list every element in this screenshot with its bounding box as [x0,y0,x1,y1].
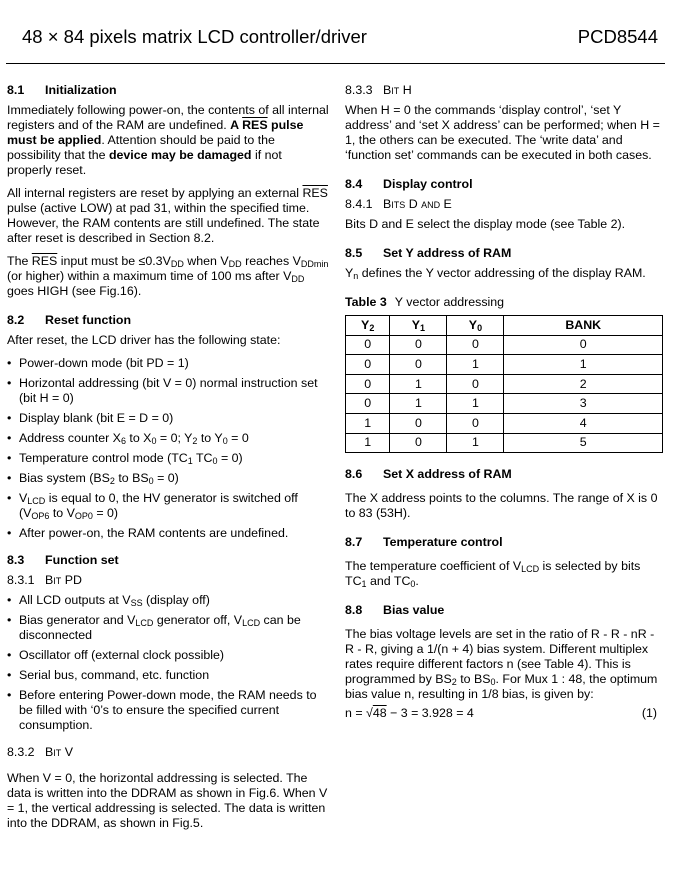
equation-number: (1) [641,706,657,721]
list-item: • Bias system ($BS_2$ to $BS_0 = 0$) [7,471,329,486]
table-row: 0 0 1 1 [346,355,663,375]
column-header: $Y_0$ [447,316,504,336]
list-item: • Oscillator off (external clock possible) [7,648,329,663]
list-item: • After power-on, the RAM contents are undefined. [7,526,329,541]
reset-state-list [7,356,329,541]
column-header: BANK [504,316,663,336]
equation-1: n = √48 − 3 = 3.928 = 4 (1) [345,706,657,721]
paragraph: When H = 0 the commands ‘display control’, ‘set Y address’ and ‘set X address’ can be performed; when H = 1, the others can be executed. The ‘write data’ and ‘function set’ commands can be executed in both cases. [345,103,660,162]
table-row: 1 0 0 4 [346,413,663,433]
power-down-list [7,593,329,733]
section-heading-8-4: 8.4 Display control [345,177,473,191]
subsection-heading-8-3-2: 8.3.2 Bit V [7,745,73,759]
paragraph: When V = 0, the horizontal addressing is selected. The data is written into the DDRAM as shown in Fig.6. When V = 1, the vertical addressing is selected. The data is written into the DDRAM, as shown in Fig.5. [7,771,328,830]
paragraph: The temperature coefficient of $V_{LCD}$ is selected by bits $TC_1$ and $TC_0$. [345,559,641,590]
section-heading-8-8: 8.8 Bias value [345,603,445,618]
paragraph: The X address points to the columns. The range of X is 0 to 83 (53H). [345,491,658,521]
list-item: • Horizontal addressing (bit V = 0) normal instruction set (bit H = 0) [7,376,329,406]
right-column [345,83,663,724]
paragraph: All internal registers are reset by applying an external $\overline{RES}$ pulse (active LOW) at pad 31, within the specified time. However, the RAM contents are still undefined. The state after reset is described in Section 8.2. [7,186,328,245]
list-item: • Before entering Power-down mode, the RAM needs to be filled with ‘0’s to ensure the specified current consumption. [7,688,329,733]
paragraph: Immediately following power-on, the contents of all internal registers and of the RAM are undefined. A $\overline{RES}$ pulse must be applied. Attention should be paid to the possibility that the device may be damaged if not properly reset. [7,103,329,177]
list-item: • Power-down mode (bit PD = 1) [7,356,329,371]
part-number: PCD8544 [577,26,658,47]
list-item: • Display blank (bit E = D = 0) [7,411,329,426]
list-item: • Temperature control mode ($TC_1$ $TC_0 = 0$) [7,451,329,466]
left-column [7,83,329,839]
section-heading-8-5: 8.5 Set Y address of RAM [345,246,512,260]
page-header [6,24,665,64]
document-title: 48 × 84 pixels matrix LCD controller/driver [22,26,367,47]
paragraph: The $\overline{RES}$ input must be $\le 0.3V_{DD}$ when $V_{DD}$ reaches $V_{DDmin}$ (or higher) within a maximum time of 100 ms after $V_{DD}$ goes HIGH (see Fig.16). [7,254,329,298]
table-row: 0 1 1 3 [346,394,663,414]
column-header: $Y_1$ [390,316,447,336]
subsection-heading-8-4-1: 8.4.1 Bits D and E [345,197,452,211]
y-vector-table [345,315,663,453]
paragraph: $Y_n$ defines the Y vector addressing of the display RAM. [345,266,646,281]
table-caption: Table 3 Y vector addressing [345,295,505,309]
subsection-heading-8-3-1: 8.3.1 Bit PD [7,573,82,587]
section-heading-8-6: 8.6 Set X address of RAM [345,467,512,482]
paragraph: The bias voltage levels are set in the ratio of R - R - nR - R - R, giving a 1/(n + 4) bias system. Different multiplex rates require different factors n (see Table 4). This is programmed by $BS_2$ to $BS_0$. For Mux 1 : 48, the optimum bias value n, resulting in 1/8 bias, is given by: [345,627,658,702]
list-item: • Address counter $X_6$ to $X_0 = 0$; $Y_2$ to $Y_0 = 0$ [7,431,329,446]
table-row: 0 0 0 0 [346,335,663,355]
section-heading-8-7: 8.7 Temperature control [345,535,503,550]
column-header: $Y_2$ [346,316,390,336]
list-item: • All LCD outputs at $V_{SS}$ (display off) [7,593,329,608]
section-heading-8-2: 8.2 Reset function [7,313,132,327]
subsection-heading-8-3-3: 8.3.3 Bit H [345,83,412,97]
table-row: 1 0 1 5 [346,433,663,453]
section-heading-8-3: 8.3 Function set [7,553,119,567]
paragraph: Bits D and E select the display mode (see Table 2). [345,217,626,231]
list-item: • $V_{LCD}$ is equal to 0, the HV generator is switched off ($V_{OP6}$ to $V_{OP0} = 0$) [7,491,329,521]
section-heading-8-1: 8.1 Initialization [7,83,117,97]
list-item: • Bias generator and $V_{LCD}$ generator off, $V_{LCD}$ can be disconnected [7,613,329,643]
paragraph: After reset, the LCD driver has the following state: [7,333,281,347]
table-row: 0 1 0 2 [346,374,663,394]
list-item: • Serial bus, command, etc. function [7,668,329,683]
